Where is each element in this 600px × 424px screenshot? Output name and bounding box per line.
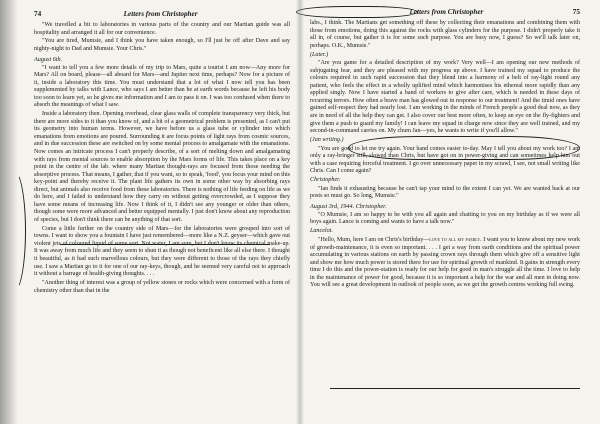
left-paragraph: Inside a laboratory then. Opening overhead, clear glass walls of complete transparency very thick, but there are more sides to it than you know of, and a bit of a geometrical problem is presented, as I can't put its geometry into human terms. However, we have before us a glass tube or cylinder into which emanations from emotions are poured. Surrounding it are focus points of light rays from cosmic sources, and in due succession these are switched on by some mental process to amalgamate with the emanations. Now comes an intricate process I can't properly describe, of a sort of melting down and amalgamating with rays from mental sources to enable absorption by the Mars forms of life. This takes place on a key point in the centre of the lab. where many Martian thought-rays are focused from those needing the absorptive process. That means, I gather, that if you want, so to speak, 'food', you focus your mind on this key-point and thereby receive it. The plant life gathers its own in some other way by absorbing rays direct, but animals also receive food from these laboratories. There is nothing of life feeding on life as we do here, and I failed to understand how they carry on without getting overcrowded, as I suppose they have some means of increasing life. Now I think of it, I didn't see any younger or older than others, though some were more advanced and better equipped mentally. I just don't know about any reproduction of species, but I don't think there can be anything of that sort. [34,111,290,223]
right-paragraph: "Ian finds it exhausting because he can't tap your mind to the extent I can yet. We are wanted back at our posts so must go. So long, Mumsie." [310,185,580,200]
left-date-heading: August 6th. [34,55,63,63]
lancelot-lead: "Hello, Mum, here I am on Chris's birthday— [318,236,430,243]
speaker-label: Lancelot. [310,228,333,235]
left-page-header [34,10,290,18]
speaker-label: (Later.) [310,51,329,58]
right-paragraph: "Are you game for a detailed description of my work? Very well—I am opening our new methods of subjugating fear, and they are pleased with my progress up above. I have trained my squad to produce the colours required in such rapid succession that they blend into a harmony of a belt of ray-light round any patient, who feels the effect in a wholly uplifted mind which harmonises his ethereal more rapidly than any applied singly. Now I have started a band of workers to give after care, which is needed in these days of recurring terrors. How often a brave man has glowed out in response to our treatment! And the timid ones have gained self-respect they had nearly lost. I am working in the minds of French people a good deal now, as they are in need of all the help they can get. I also cover our best more often, to keep an eye on the fly-fighters and give them a push to guard my family! I can leave my squad in charge now since they are well trained, and my second-in-command carries on. My chum Jan—yes, he wants to write if you'll allow." [310,60,580,135]
left-paragraph: "Another thing of interest was a group of yellow stones or rocks which were concerned with a form of chemistry other than that in the [34,280,290,294]
left-page-text [34,22,290,295]
lancelot-rest: I want you to know about my new work of growth-maintenance, it is even so important. . . . I get a way from earth conditions and the spiritual power accumulating in various stations on earth by passing crown rays through them which give off a sensitive light and show me how much power is stored there for use for spiritual growth of mankind. It gains in strength every time I do this and the power-station is ready for our help for good in man's struggle all the time. I love to help in the maintenance of power for good, because it is so important a help for the war and all men in doing now. You will see a great development in outlook of people soon, as we get the growth centres working full swing. [310,236,581,289]
left-page [0,0,298,424]
left-paragraph: "You are tired, Mumsie, and I think you have taken enough, so I'll just be off after Dave and say nighty-night to Dad and Mumsie. Your Chris." [34,38,290,53]
left-paragraph: "We travelled a bit to laboratories in various parts of the country and our Martian guide was all hospitality and arranged it all for our convenience. [34,22,290,36]
right-page-text [310,20,580,290]
right-paragraph: "O Mumsie, I am so happy to be with you all again and chatting to you on my birthday as if we were all boys again. Lance is coming and wants to have a talk now." [310,211,580,226]
right-paragraph-lancelot [310,237,580,290]
speaker-label: Christopher. [310,177,341,184]
right-running-title: Letters from Christopher [409,8,484,16]
left-paragraph: Come a little further on the country side of Mars—for the laboratories were grouped into sort of towns. I want to show you a fountain I have just remembered—more like a N.Z. geyser—which gave out violent jets of coloured liquid of some sort. Not water, I am sure, but I don't know its chemical make-up. It was away from much life and they seem to shun it as though not beneficent like all else there. I thought it beautiful, as it had such marvellous colours, but they were different to those of the rays they chiefly use. I saw a Martian go to it for one of our ray-keys, though, and he seemed very careful not to approach it without a barrage of health-giving thoughts. . . . [34,225,290,278]
lancelot-caps: love to all my family. [429,236,482,243]
right-page-number: 75 [572,8,580,16]
speaker-label: (Jan writing.) [310,137,344,144]
left-page-number: 74 [34,10,42,18]
right-paragraph: labs., I think. The Martians get something off these by collecting their emanations and combining them with those from emotions, doing this against the rocks with glass cylinders for the purpose. I didn't properly take it all in, of course, but gather it is for some such purpose. You are busy now, I guess? So we'll talk later on, perhaps. O.K., Mumsie." [310,20,580,49]
right-page-header [310,8,580,16]
right-page [302,0,600,424]
right-date-heading: August 3rd, 1944. Christopher. [310,202,387,210]
left-running-title: Letters from Christopher [123,10,198,18]
left-paragraph: "I want to tell you a few more details of my trip to Mars, quite a tourist I am now—Any more for Mars? All on board, please—all aboard for Mars—and Jupiter next time, perhaps? Now for a picture of it, inside a laboratory this time. You must understand that a lot of what I now tell you has been supplemented by talks with Lance, who says I am better than he at earth words because he left his body too soon to learn yet, so he gives me information and I am to pass it on. I was too confused when there to absorb the meanings of what I saw. [34,64,290,109]
right-paragraph: "You are good to let me try again. Your hand comes easier to-day. May I tell you about my work too? I am only a ray-bringer still, slowed than Chris, but have got on in power-giving and can sometimes help him out with a case requiring forceful treatment. I go over unnecessary paper in my scrawl, I see, not small writing like Chris. Can I come again? [310,145,580,175]
